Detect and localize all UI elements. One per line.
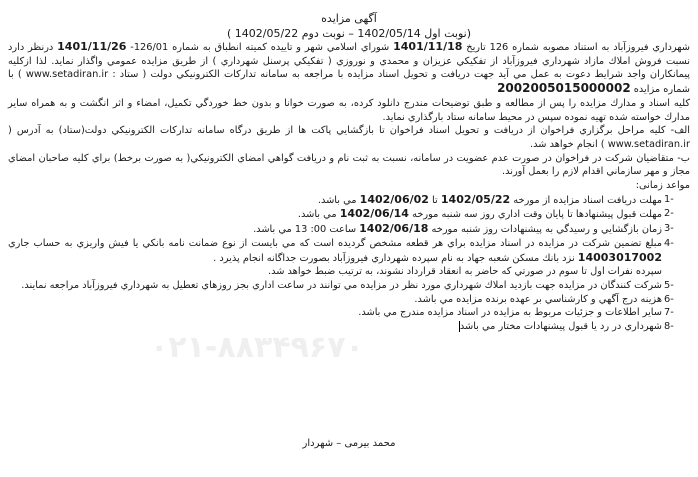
notice-subtitle: (نوبت اول 1402/05/14 – نوبت دوم 1402/05/22 ) (227, 27, 471, 40)
schedule-heading: مواعد زمانی: (635, 180, 690, 192)
documents-paragraph: كليه اسناد و مدارك مزايده را پس از مطالعه و طبق توضيحات مندرج دانلود كرده، به صورت خوانا و بدون خط خوردگي تكميل، امضاء و اثر انگشت و به همراه ساير مدارك خواسته شده تهيه نموده سپس در محيط سامانه ستاد بارگذاري نمايد. (8, 97, 690, 123)
top-edge (0, 0, 698, 8)
signature: محمد بیرمی – شهردار (302, 438, 396, 449)
auction-number: 2002005015000002 (497, 81, 631, 96)
approval-date: 1401/11/18 (393, 40, 463, 53)
intro-text-3: درنظر دارد نسبت فروش املاك مازاد شهرداري فيروزآباد از تفكيكي عزيزان و محمدي و نوروزي ( تفكيكي پرسنل شهرداري ) از طريق مزايده عمومي واگذار نمايد. لذا ازكليه پيمانكاران واجد شرايط دعوت به عمل مي آيد جهت دريافت و تحويل اسناد مزايده با مراجعه به سامانه تداركات الكترونيكي دولت ( ستاد : (8, 42, 691, 81)
committee-date: 1401/11/26 (57, 40, 127, 53)
setad-link[interactable]: www.setadiran.ir (25, 69, 109, 81)
clause-be: ب- متقاضيان شركت در فراخوان در صورت عدم عضويت در سامانه، نسبت به ثبت نام و دريافت گواهي امضاي الكترونيكي( به صورت برخط) براي كليه صاحبان امضاي مجاز و مهر سازماني اقدام لازم را بعمل آورند. (8, 152, 690, 178)
intro-paragraph (8, 40, 690, 97)
list-item: 1- مهلت دريافت اسناد مزايده از مورخه 1402/05/22 تا 1402/06/02 مي باشد. (317, 192, 674, 206)
list-item: 8- شهرداري در رد يا قبول پيشنهادات مختار مي باشد (459, 321, 674, 333)
intro-text-4: ) با شماره مزايده (8, 69, 690, 96)
list-item: 2- مهلت قبول پيشنهادها تا پايان وقت اداري روز سه شنبه مورخه 1402/06/14 مي باشد. (297, 207, 674, 221)
clause-alef: الف- كليه مراحل برگزاري فراخوان از دريافت و تحويل اسناد فراخوان تا بازگشايي پاكت ها از طريق درگاه سامانه تداركات الكترونيكي دولت(ستاد) به آدرس ( www.setadiran.ir ) انجام خواهد شد. (8, 125, 690, 150)
list-item: 4- مبلغ تضمين شركت در مزايده در اسناد مزايده براي هر قطعه مشخص گرديده است كه مي بايست از نوع ضمانت نامه بانكي يا فيش واريزي به حساب جاري 14003017002 نزد بانك مسكن شعبه جهاد به نام سپرده شهرداري فيروزآباد بصورت جداگانه انجام پذيرد . (8, 237, 674, 264)
list-item: 6- هزينه درج آگهي و كارشناسي بر عهده برنده مزايده مي باشد. (414, 293, 674, 305)
notice-body (8, 40, 690, 334)
notice-title: آگهی مزایده (321, 12, 377, 25)
list-item: 3- زمان بازگشايي و رسيدگي به پيشنهادات روز شنبه مورخه 1402/06/18 ساعت 00: 13 مي باشد. (253, 222, 674, 236)
list-item: 5- شركت كنندگان در مزايده جهت بازديد املاك شهرداري مورد نظر در مزايده مي توانند در ساعت اداري بجز روزهاي تعطيل به شهرداري فيروزآباد مراجعه نمايند. (21, 279, 674, 291)
list-item: سپرده نفرات اول تا سوم در صورتي كه حاضر به انعقاد قرارداد نشوند، به ترتيب ضبط خواهد شد. (267, 266, 662, 278)
intro-text-2: شوراي اسلامي شهر و تاييده كميته انطباق به شماره 126/01- (126, 42, 394, 53)
schedule-list (8, 193, 690, 334)
intro-text-1: شهرداري فيروزآباد به استناد مصوبه شماره 126 تاريخ (462, 42, 690, 53)
watermark: ۰۲۱-۸۸۳۴۹۶۷۰ (150, 330, 364, 365)
list-item: 7- ساير اطلاعات و جزئيات مربوط به مزايده در اسناد مزايده مندرج مي باشد. (358, 307, 674, 319)
